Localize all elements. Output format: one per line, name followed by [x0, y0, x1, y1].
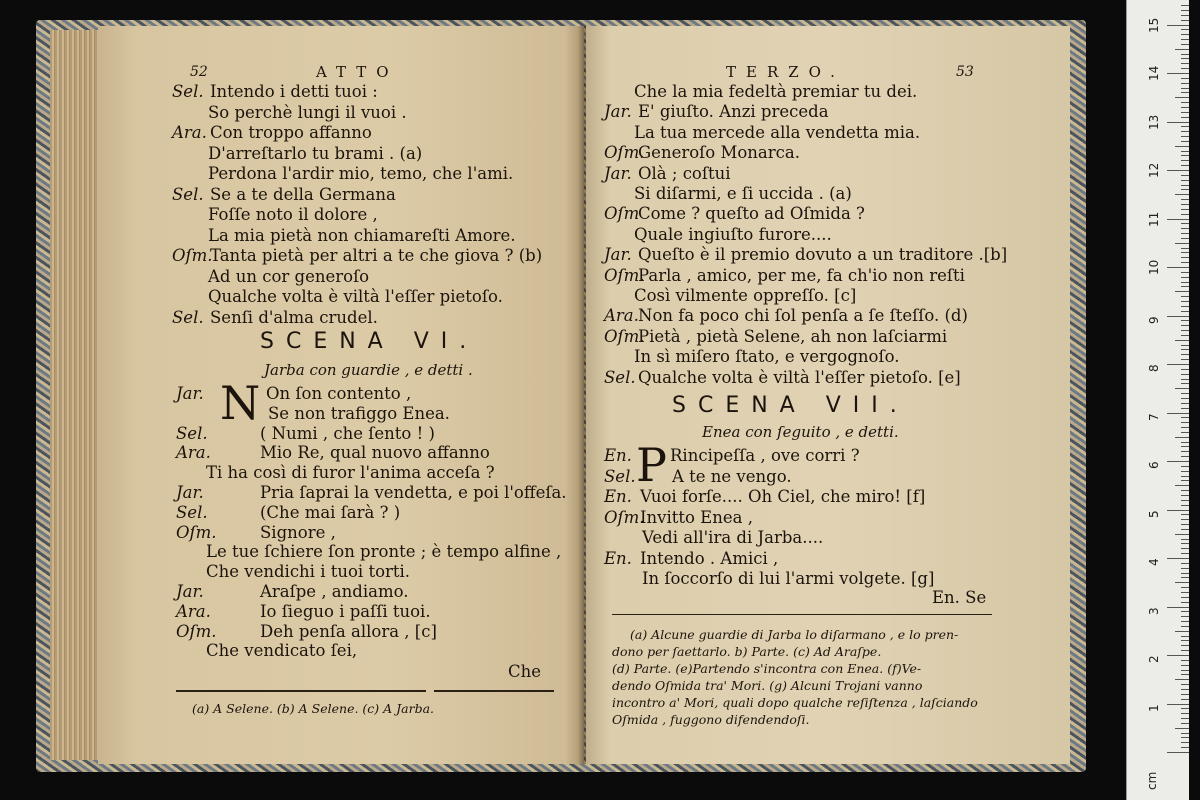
ruler-tick	[1181, 670, 1189, 671]
verse-line: Ad un cor generoſo	[208, 266, 370, 286]
ruler-number: 1	[1147, 703, 1161, 712]
scene-subtitle: Jarba con guardie , e detti .	[264, 361, 473, 379]
verse-line: Araſpe , andiamo.	[260, 582, 409, 601]
ruler-number: 15	[1147, 17, 1161, 33]
ruler-number: 11	[1147, 211, 1161, 227]
ruler-number: 10	[1147, 259, 1161, 275]
catchword: En. Se	[932, 588, 987, 607]
ruler-tick	[1181, 490, 1189, 491]
ruler-tick	[1175, 388, 1189, 389]
ruler-tick	[1175, 534, 1189, 535]
measuring-ruler	[1126, 0, 1189, 800]
ruler-tick	[1181, 39, 1189, 40]
verse-line: Pria ſaprai la vendetta, e poi l'offeſa.	[260, 483, 567, 502]
ruler-tick	[1181, 383, 1189, 384]
ruler-tick	[1181, 209, 1189, 210]
ruler-tick	[1167, 73, 1189, 74]
ruler-tick	[1181, 660, 1189, 661]
ruler-tick	[1181, 577, 1189, 578]
ruler-tick	[1175, 437, 1189, 438]
verse-line: On ſon contento ,	[266, 384, 412, 403]
speaker-label: En.	[604, 487, 632, 506]
speaker-label: Jar.	[176, 384, 204, 403]
ruler-tick	[1181, 185, 1189, 186]
verse-line: Con troppo affanno	[210, 123, 372, 142]
ruler-tick	[1181, 674, 1189, 675]
ruler-tick	[1181, 345, 1189, 346]
ruler-tick	[1181, 587, 1189, 588]
ruler-tick	[1181, 573, 1189, 574]
speaker-label: Oſm.	[604, 265, 645, 285]
page-number: 53	[956, 64, 974, 80]
ruler-tick	[1181, 626, 1189, 627]
ruler-tick	[1167, 413, 1189, 414]
ruler-tick	[1181, 422, 1189, 423]
ruler-tick	[1181, 408, 1189, 409]
ruler-tick	[1181, 621, 1189, 622]
ruler-tick	[1181, 330, 1189, 331]
verse-line: Signore ,	[260, 522, 336, 542]
ruler-tick	[1181, 160, 1189, 161]
ruler-tick	[1175, 582, 1189, 583]
verse-line: In ſoccorſo di lui l'armi volgete. [g]	[642, 569, 935, 588]
ruler-tick	[1181, 214, 1189, 215]
verse-line: Rincipeſſa , ove corri ?	[670, 446, 860, 465]
ruler-tick	[1181, 616, 1189, 617]
running-header: ATTO	[316, 63, 399, 81]
ruler-tick	[1175, 485, 1189, 486]
ruler-tick	[1181, 369, 1189, 370]
ruler-tick	[1181, 495, 1189, 496]
ruler-tick	[1181, 320, 1189, 321]
ruler-tick	[1181, 107, 1189, 108]
ruler-tick	[1181, 78, 1189, 79]
ruler-tick	[1181, 505, 1189, 506]
ruler-tick	[1181, 645, 1189, 646]
ruler-tick	[1181, 684, 1189, 685]
speaker-label: Ara.	[604, 306, 639, 326]
ruler-tick	[1167, 219, 1189, 220]
speaker-label: Ara.	[176, 443, 211, 463]
verse-line: Che la mia fedeltà premiar tu dei.	[634, 82, 918, 101]
ruler-tick	[1167, 655, 1189, 656]
ruler-tick	[1181, 708, 1189, 709]
ruler-tick	[1181, 602, 1189, 603]
ruler-tick	[1175, 728, 1189, 729]
ruler-tick	[1175, 243, 1189, 244]
ruler-tick	[1181, 136, 1189, 137]
verse-line: Pietà , pietà Selene, ah non laſciarmi	[638, 326, 948, 346]
ruler-tick	[1181, 354, 1189, 355]
ruler-tick	[1181, 374, 1189, 375]
ruler-tick	[1181, 524, 1189, 525]
verse-line: Generoſo Monarca.	[638, 143, 800, 163]
ruler-tick	[1181, 446, 1189, 447]
running-header: TERZO.	[726, 63, 845, 81]
ruler-number: 5	[1147, 509, 1161, 518]
ruler-tick	[1181, 539, 1189, 540]
ruler-tick	[1181, 640, 1189, 641]
footnote-line: incontro a' Mori, quali dopo qualche reſiſtenza , laſciando	[612, 695, 978, 710]
verse-line: Invitto Enea ,	[640, 507, 753, 527]
ruler-tick	[1167, 316, 1189, 317]
ruler-tick	[1181, 519, 1189, 520]
ruler-tick	[1181, 393, 1189, 394]
verse-line: Così vilmente oppreſſo. [c]	[634, 286, 857, 305]
drop-cap: P	[636, 438, 667, 492]
ruler-tick	[1181, 68, 1189, 69]
ruler-tick	[1181, 88, 1189, 89]
footnotes: (a) A Selene. (b) A Selene. (c) A Jarba.	[192, 701, 435, 716]
ruler-tick	[1181, 349, 1189, 350]
verse-line: Deh penſa allora , [c]	[260, 621, 437, 641]
speaker-label: Sel.	[172, 82, 204, 101]
verse-line: Io ſieguo i paſſi tuoi.	[260, 601, 431, 621]
speaker-label: Jar.	[176, 582, 204, 601]
ruler-tick	[1181, 126, 1189, 127]
ruler-tick	[1167, 607, 1189, 608]
ruler-tick	[1181, 272, 1189, 273]
ruler-tick	[1181, 456, 1189, 457]
ruler-tick	[1181, 180, 1189, 181]
ruler-tick	[1181, 112, 1189, 113]
ruler-tick	[1181, 233, 1189, 234]
left-page	[98, 26, 584, 764]
verse-line: Mio Re, qual nuovo affanno	[260, 443, 490, 463]
verse-line: Vuoi forſe.... Oh Ciel, che miro! [f]	[640, 487, 926, 506]
ruler-tick	[1181, 175, 1189, 176]
ruler-tick	[1181, 568, 1189, 569]
ruler-tick	[1181, 529, 1189, 530]
ruler-number: 6	[1147, 461, 1161, 469]
verse-line: Quale ingiuſto furore....	[634, 224, 832, 244]
ruler-tick	[1181, 63, 1189, 64]
ruler-tick	[1181, 301, 1189, 302]
speaker-label: Oſm	[604, 204, 640, 224]
ruler-tick	[1181, 417, 1189, 418]
ruler-tick	[1175, 340, 1189, 341]
catchword: Che	[508, 662, 542, 681]
ruler-tick	[1181, 713, 1189, 714]
ruler-tick	[1181, 451, 1189, 452]
speaker-label: Oſm.	[604, 507, 645, 527]
ruler-tick	[1181, 311, 1189, 312]
verse-line: A te ne vengo.	[672, 466, 792, 486]
ruler-tick	[1181, 733, 1189, 734]
page-number: 52	[190, 64, 208, 80]
footnote-rule	[434, 690, 554, 692]
ruler-tick	[1181, 155, 1189, 156]
verse-line: Foſſe noto il dolore ,	[208, 205, 378, 224]
speaker-label: Oſm.	[176, 621, 217, 641]
speaker-label: Sel.	[172, 307, 204, 327]
ruler-tick	[1181, 689, 1189, 690]
verse-line: Qualche volta è viltà l'eſſer pietoſo.	[208, 287, 503, 306]
speaker-label: Sel.	[172, 184, 204, 204]
ruler-number: 4	[1147, 558, 1161, 566]
ruler-tick	[1167, 364, 1189, 365]
speaker-label: Jar.	[604, 163, 632, 183]
verse-line: Se a te della Germana	[210, 184, 396, 204]
verse-line: La tua mercede alla vendetta mia.	[634, 122, 921, 142]
ruler-tick	[1181, 92, 1189, 93]
speaker-label: Ara.	[176, 601, 211, 621]
ruler-number: 8	[1147, 364, 1161, 372]
ruler-tick	[1181, 228, 1189, 229]
footnote-line: Oſmida , fuggono difendendoſi.	[612, 712, 810, 727]
ruler-tick	[1181, 199, 1189, 200]
ruler-tick	[1181, 476, 1189, 477]
ruler-tick	[1181, 723, 1189, 724]
ruler-tick	[1181, 548, 1189, 549]
ruler-tick	[1175, 291, 1189, 292]
ruler-number: 2	[1147, 655, 1161, 663]
footnote-line: dendo Oſmida tra' Mori. (g) Alcuni Trojani vanno	[612, 678, 923, 693]
ruler-tick	[1175, 679, 1189, 680]
ruler-tick	[1181, 102, 1189, 103]
verse-line: Non fa poco chi ſol penſa a ſe ſteſſo. (d)	[638, 306, 968, 326]
ruler-tick	[1181, 500, 1189, 501]
verse-line: Le tue ſchiere ſon pronte ; è tempo alfine ,	[206, 542, 562, 562]
ruler-tick	[1181, 636, 1189, 637]
ruler-tick	[1181, 442, 1189, 443]
ruler-tick	[1181, 10, 1189, 11]
speaker-label: En.	[604, 446, 632, 465]
ruler-tick	[1181, 597, 1189, 598]
speaker-label: Sel.	[176, 423, 208, 443]
ruler-tick	[1181, 262, 1189, 263]
ruler-tick	[1181, 379, 1189, 380]
ruler-tick	[1181, 252, 1189, 253]
drop-cap: N	[220, 376, 261, 430]
ruler-tick	[1181, 403, 1189, 404]
ruler-unit: cm	[1145, 771, 1159, 790]
ruler-tick	[1181, 325, 1189, 326]
ruler-tick	[1181, 58, 1189, 59]
ruler-tick	[1181, 480, 1189, 481]
ruler-tick	[1181, 611, 1189, 612]
ruler-tick	[1167, 170, 1189, 171]
footnote-line: (a) Alcune guardie di Jarba lo diſarmano , e lo pren-	[630, 627, 959, 642]
ruler-tick	[1175, 146, 1189, 147]
ruler-tick	[1181, 650, 1189, 651]
scene-title: SCENA VII.	[672, 393, 909, 418]
ruler-tick	[1167, 558, 1189, 559]
ruler-tick	[1181, 44, 1189, 45]
ruler-tick	[1181, 165, 1189, 166]
verse-line: Qualche volta è viltà l'eſſer pietoſo. [e]	[638, 367, 961, 387]
ruler-tick	[1181, 335, 1189, 336]
right-page	[586, 26, 1070, 764]
verse-line: Intendo . Amici ,	[640, 548, 779, 568]
verse-line: Che vendicato ſei,	[206, 641, 358, 661]
ruler-tick	[1167, 704, 1189, 705]
scene-title: SCENA VI.	[260, 329, 479, 354]
ruler-tick	[1181, 563, 1189, 564]
ruler-tick	[1181, 151, 1189, 152]
speaker-label: Oſm.	[176, 522, 217, 542]
ruler-tick	[1181, 699, 1189, 700]
verse-line: D'arreſtarlo tu brami . (a)	[208, 143, 423, 163]
ruler-tick	[1175, 97, 1189, 98]
ruler-tick	[1181, 665, 1189, 666]
footnote-line: (d) Parte. (e)Partendo s'incontra con Enea. (f)Ve-	[612, 661, 922, 676]
ruler-number: 13	[1147, 114, 1161, 130]
ruler-tick	[1167, 510, 1189, 511]
speaker-label: Ara.	[172, 123, 207, 142]
ruler-tick	[1181, 5, 1189, 6]
ruler-tick	[1181, 306, 1189, 307]
ruler-tick	[1167, 752, 1189, 753]
verse-line: ( Numi , che ſento ! )	[260, 423, 435, 443]
speaker-label: Oſm.	[604, 326, 645, 346]
ruler-tick	[1181, 737, 1189, 738]
ruler-tick	[1181, 238, 1189, 239]
speaker-label: En.	[604, 548, 632, 568]
ruler-tick	[1181, 694, 1189, 695]
ruler-tick	[1181, 471, 1189, 472]
ruler-tick	[1181, 553, 1189, 554]
verse-line: La mia pietà non chiamareſti Amore.	[208, 225, 516, 245]
ruler-tick	[1181, 592, 1189, 593]
ruler-tick	[1167, 25, 1189, 26]
speaker-label: Jar.	[176, 483, 204, 502]
speaker-label: Jar.	[604, 102, 632, 122]
ruler-number: 3	[1147, 606, 1161, 615]
verse-line: Se non trafiggo Enea.	[268, 403, 450, 423]
footnote-rule	[612, 614, 992, 615]
verse-line: Che vendichi i tuoi torti.	[206, 562, 411, 582]
verse-line: E' giuſto. Anzi preceda	[638, 102, 829, 122]
ruler-tick	[1181, 718, 1189, 719]
ruler-tick	[1167, 267, 1189, 268]
ruler-number: 9	[1147, 315, 1161, 324]
ruler-tick	[1181, 204, 1189, 205]
verse-line: (Che mai ſarà ? )	[260, 502, 401, 522]
verse-line: Intendo i detti tuoi :	[210, 82, 378, 101]
ruler-number: 7	[1147, 412, 1161, 421]
ruler-tick	[1181, 15, 1189, 16]
ruler-tick	[1181, 427, 1189, 428]
speaker-label: Oſm.	[604, 143, 645, 163]
ruler-tick	[1181, 747, 1189, 748]
verse-line: Vedi all'ira di Jarba....	[642, 528, 824, 547]
ruler-tick	[1181, 282, 1189, 283]
ruler-tick	[1181, 189, 1189, 190]
ruler-tick	[1181, 117, 1189, 118]
ruler-tick	[1181, 20, 1189, 21]
verse-line: Olà ; coſtui	[638, 163, 731, 183]
ruler-number: 12	[1147, 162, 1161, 178]
ruler-tick	[1181, 223, 1189, 224]
footnote-line: dono per ſaettarlo. b) Parte. (c) Ad Araſpe.	[612, 644, 882, 659]
speaker-label: Sel.	[604, 367, 636, 387]
ruler-tick	[1181, 141, 1189, 142]
ruler-tick	[1181, 398, 1189, 399]
ruler-tick	[1181, 296, 1189, 297]
speaker-label: Oſm.	[172, 246, 213, 265]
verse-line: Queſto è il premio dovuto a un traditore .[b]	[638, 245, 1008, 265]
ruler-tick	[1181, 277, 1189, 278]
verse-line: Ti ha così di furor l'anima acceſa ?	[206, 463, 495, 483]
ruler-tick	[1181, 543, 1189, 544]
ruler-tick	[1181, 83, 1189, 84]
ruler-tick	[1181, 131, 1189, 132]
verse-line: Perdona l'ardir mio, temo, che l'ami.	[208, 164, 514, 183]
ruler-tick	[1181, 34, 1189, 35]
verse-line: So perchè lungi il vuoi .	[208, 102, 407, 122]
verse-line: Tanta pietà per altri a te che giova ? (b)	[210, 246, 543, 265]
ruler-tick	[1181, 742, 1189, 743]
ruler-tick	[1175, 194, 1189, 195]
ruler-tick	[1175, 49, 1189, 50]
verse-line: In sì miſero ſtato, e vergognoſo.	[634, 347, 900, 367]
ruler-number: 14	[1147, 65, 1161, 81]
verse-line: Come ? queſto ad Oſmida ?	[638, 204, 865, 224]
ruler-tick	[1167, 122, 1189, 123]
ruler-tick	[1181, 257, 1189, 258]
verse-line: Senſi d'alma crudel.	[210, 307, 378, 327]
ruler-tick	[1181, 359, 1189, 360]
ruler-tick	[1181, 248, 1189, 249]
scene-subtitle: Enea con ſeguito , e detti.	[702, 423, 899, 441]
page-edges	[50, 30, 102, 760]
ruler-tick	[1181, 29, 1189, 30]
ruler-tick	[1181, 54, 1189, 55]
ruler-tick	[1181, 432, 1189, 433]
ruler-tick	[1181, 514, 1189, 515]
speaker-label: Sel.	[604, 466, 636, 486]
verse-line: Si diſarmi, e ſi uccida . (a)	[634, 184, 852, 203]
ruler-tick	[1175, 631, 1189, 632]
ruler-tick	[1181, 466, 1189, 467]
ruler-tick	[1181, 286, 1189, 287]
speaker-label: Jar.	[604, 245, 632, 265]
ruler-tick	[1167, 461, 1189, 462]
speaker-label: Sel.	[176, 502, 208, 522]
verse-line: Parla , amico, per me, fa ch'io non reſti	[638, 265, 965, 285]
footnote-rule	[176, 690, 426, 692]
